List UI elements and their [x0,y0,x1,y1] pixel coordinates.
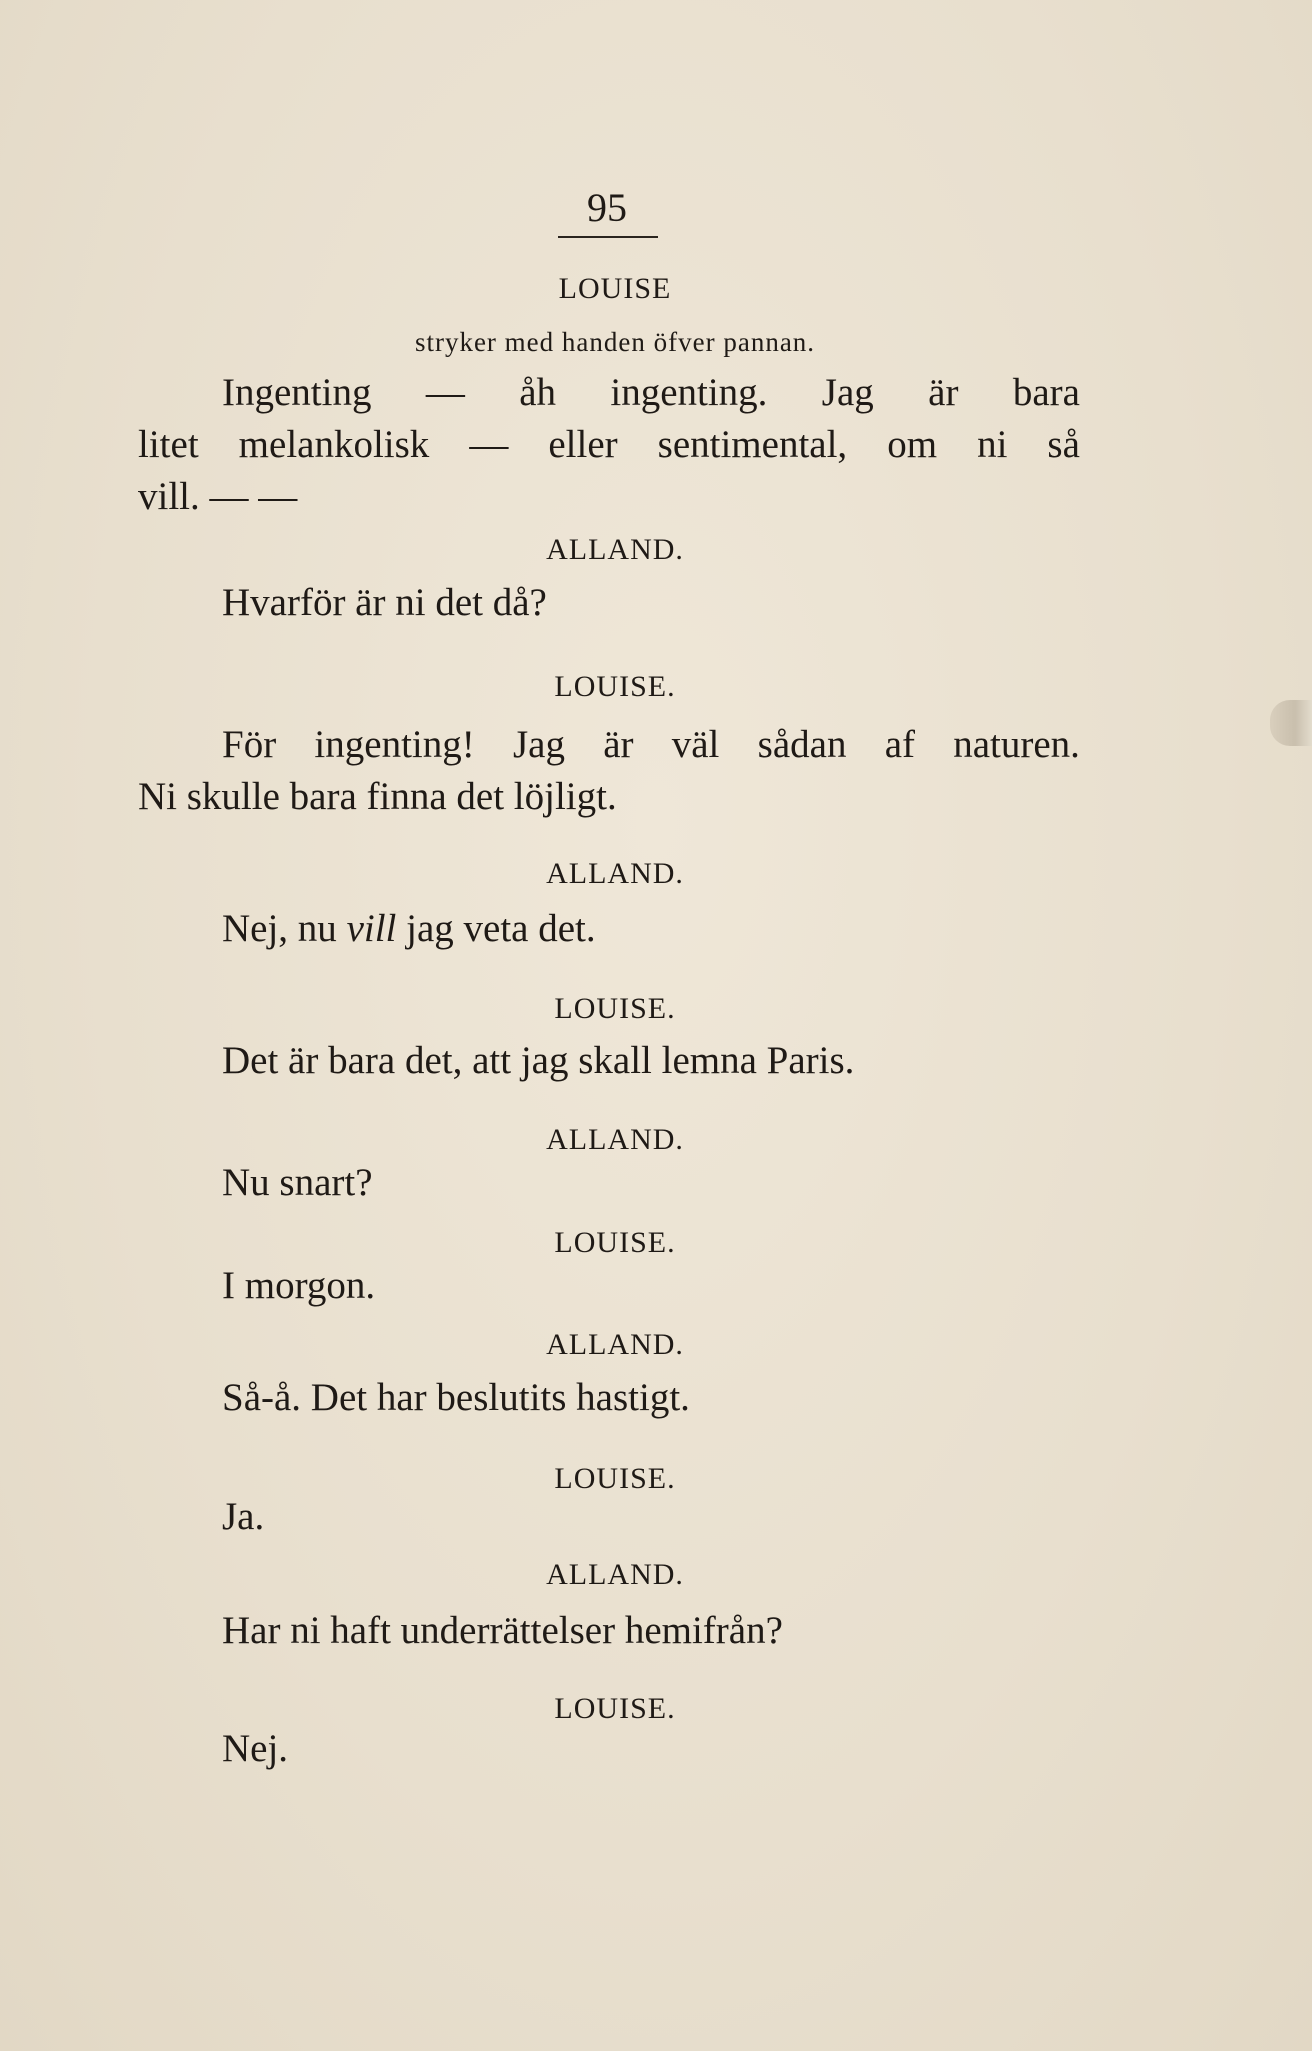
word: litet [138,423,199,466]
speaker-label: LOUISE. [554,992,676,1025]
word: ingenting. [610,371,768,414]
speaker-label: LOUISE. [554,1226,676,1259]
page-edge-tab [1270,700,1312,746]
dialogue-line: vill. — — [138,475,298,518]
speaker-label: ALLAND. [546,857,684,890]
speaker-label: LOUISE. [554,1692,676,1725]
speaker-label: ALLAND. [546,1558,684,1591]
word: väl [671,723,720,766]
word: är [603,723,634,766]
dialogue-line: Hvarför är ni det då? [222,581,547,624]
dialogue-line: I morgon. [222,1264,376,1307]
word: — [469,423,509,466]
word: Jag [821,371,874,414]
dialogue-line [222,906,596,952]
word: eller [548,423,618,466]
dialogue-line: Ni skulle bara finna det löjligt. [138,775,617,818]
speaker-label: LOUISE [558,272,672,305]
speaker-label: ALLAND. [546,1123,684,1156]
word: naturen. [953,723,1080,766]
word: — [425,371,465,414]
word: bara [1012,371,1080,414]
speaker-label: LOUISE. [554,1462,676,1495]
word: ingenting! [314,723,475,766]
dialogue-line: Det är bara det, att jag skall lemna Paris. [222,1039,855,1082]
word: Jag [512,723,565,766]
word: sentimental, [657,423,848,466]
word: åh [519,371,556,414]
word: För [222,723,277,766]
page-number-rule [558,236,658,238]
text-run: Nej, nu [222,907,347,950]
stage-direction: stryker med handen öfver pannan. [414,327,816,357]
dialogue-line: Har ni haft underrättelser hemifrån? [222,1609,783,1652]
speaker-label: ALLAND. [546,1328,684,1361]
word: ni [977,423,1008,466]
dialogue-line: Så-å. Det har beslutits hastigt. [222,1376,690,1419]
dialogue-line [222,370,1080,416]
dialogue-line [138,422,1080,468]
page-number: 95 [587,185,627,230]
word: om [887,423,938,466]
text-run: jag veta det. [396,907,596,950]
dialogue-line: Nej. [222,1727,289,1770]
speaker-label: ALLAND. [546,533,684,566]
word: så [1047,423,1080,466]
dialogue-line: Ja. [222,1495,265,1538]
emphasized-word: vill [346,907,397,950]
word: af [884,723,915,766]
word: sådan [757,723,847,766]
word: är [928,371,959,414]
dialogue-line: Nu snart? [222,1161,373,1204]
speaker-label: LOUISE. [554,670,676,703]
word: Ingenting [222,371,372,414]
word: melankolisk [238,423,430,466]
dialogue-line [222,722,1080,768]
